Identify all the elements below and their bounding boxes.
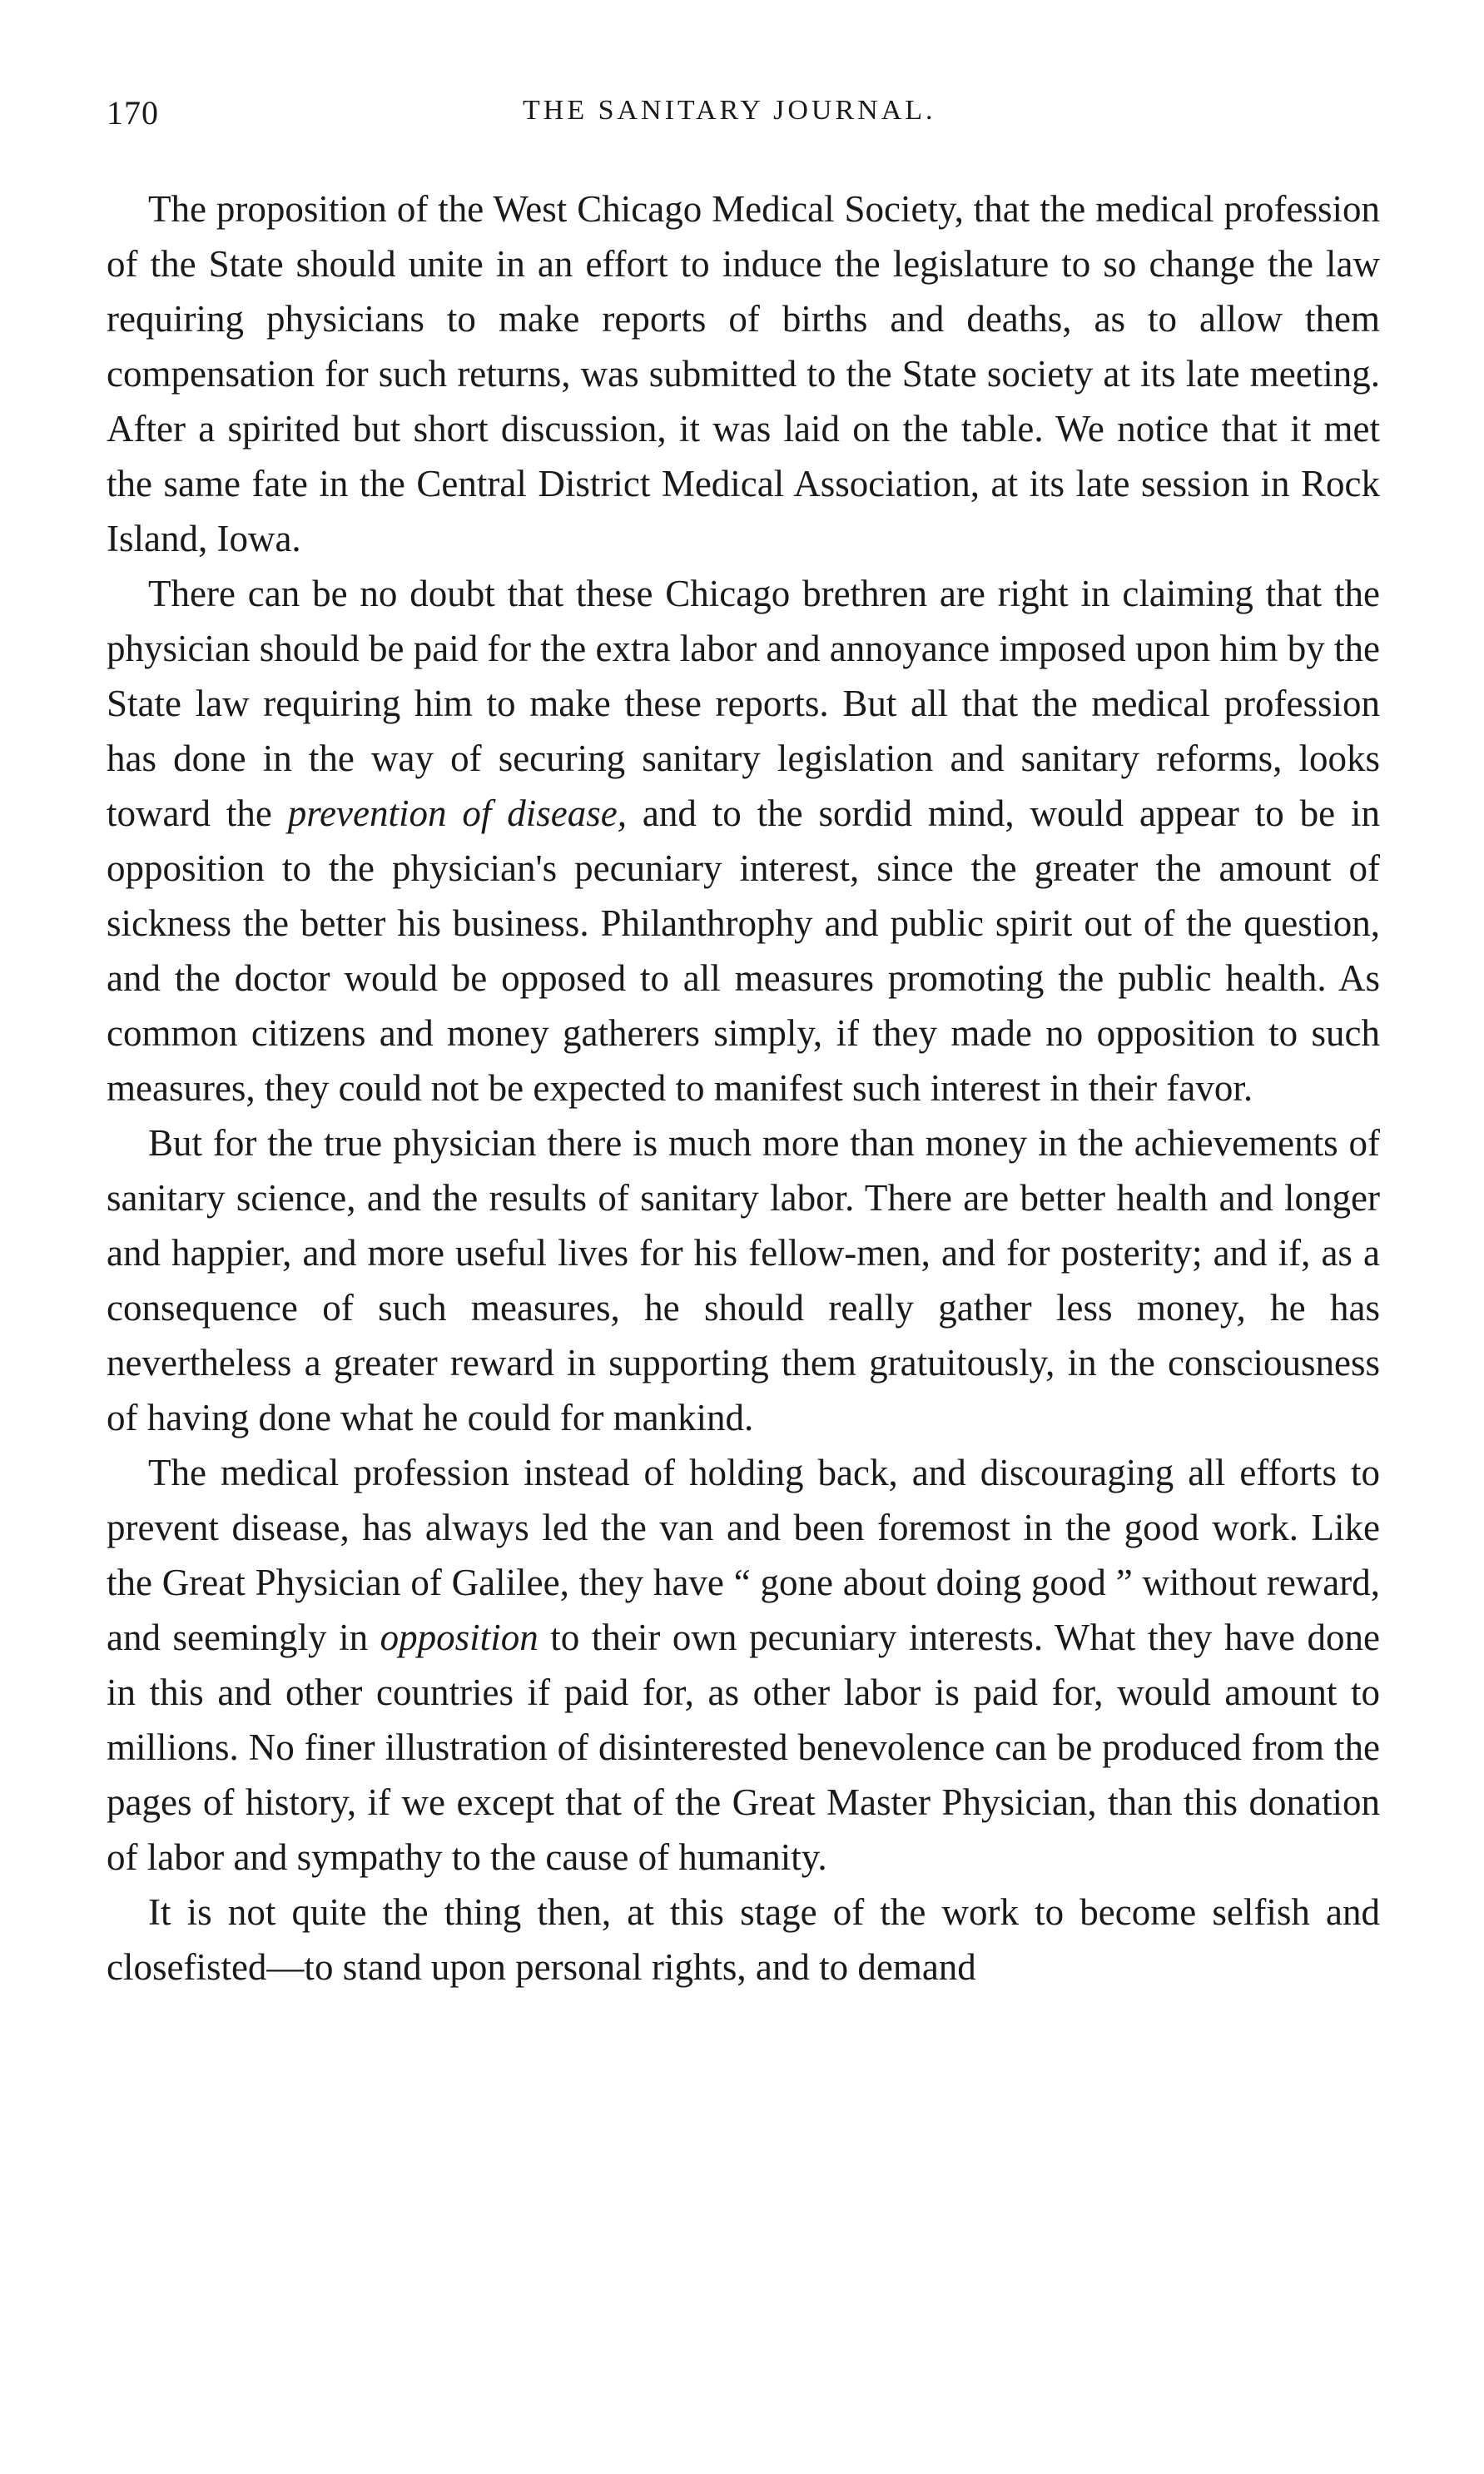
paragraph-3-text: But for the true physician there is much more than money in the achievements of sanitary science, and the results of sanitary labor. There are better health and longer and happier, and more useful lives for his fellow-men, and for posterity; and if, as a consequence of such measures, he should really gather less money, he has nevertheless a greater reward in supporting them gratuitously, in the consciousness of having done what he could for mankind.: [107, 1122, 1380, 1438]
running-head: THE SANITARY JOURNAL.: [523, 95, 936, 126]
paragraph-5: [107, 1885, 1380, 1995]
paragraph-3: [107, 1115, 1380, 1445]
paragraph-4-text-end: to their own pecuniary interests. What they have done in this and other countries if paid for, as other labor is paid for, would amount to millions. No finer illustration of disinterested benevolence can be produced from the pages of history, if we except that of the Great Master Physician, than this donation of labor and sympathy to the cause of humanity.: [107, 1617, 1380, 1878]
page-header: [107, 93, 1380, 143]
paragraph-5-text: It is not quite the thing then, at this stage of the work to become selfish and closefisted—to stand upon personal rights, and to demand: [107, 1891, 1380, 1988]
page-number: 170: [107, 94, 159, 132]
paragraph-4: [107, 1445, 1380, 1885]
article-body: [107, 181, 1380, 1995]
paragraph-2-text-end: and to the sordid mind, would appear to be in opposition to the physician's pecuniary interest, since the greater the amount of sickness the better his business. Philanthrophy and public spirit out of the question, and the doctor would be opposed to all measures promoting the public health. As common citizens and money gatherers simply, if they made no opposition to such measures, they could not be expected to manifest such interest in their favor.: [107, 792, 1380, 1109]
paragraph-1-text: The proposition of the West Chicago Medical Society, that the medical profession of the State should unite in an effort to induce the legislature to so change the law requiring physicians to make reports of births and deaths, as to allow them compensation for such returns, was submitted to the State society at its late meeting. After a spirited but short discussion, it was laid on the table. We notice that it met the same fate in the Central District Medical Association, at its late session in Rock Island, Iowa.: [107, 188, 1380, 559]
paragraph-1: [107, 181, 1380, 566]
paragraph-2-italic-phrase: prevention of disease,: [287, 792, 627, 834]
paragraph-4-italic-word: opposition: [380, 1617, 539, 1658]
paragraph-4-text-start: The medical profession instead of holding back, and discouraging all efforts to prevent disease, has always led the van and been foremost in the good work. Like the Great Physician of Galilee, they have “ gone about doing good ” without reward, and seemingly in: [107, 1452, 1380, 1658]
paragraph-2-text-start: There can be no doubt that these Chicago brethren are right in claiming that the physician should be paid for the extra labor and annoyance imposed upon him by the State law requiring him to make these reports. But all that the medical profession has done in the way of securing sanitary legislation and sanitary reforms, looks toward the: [107, 573, 1380, 834]
paragraph-2: [107, 566, 1380, 1115]
